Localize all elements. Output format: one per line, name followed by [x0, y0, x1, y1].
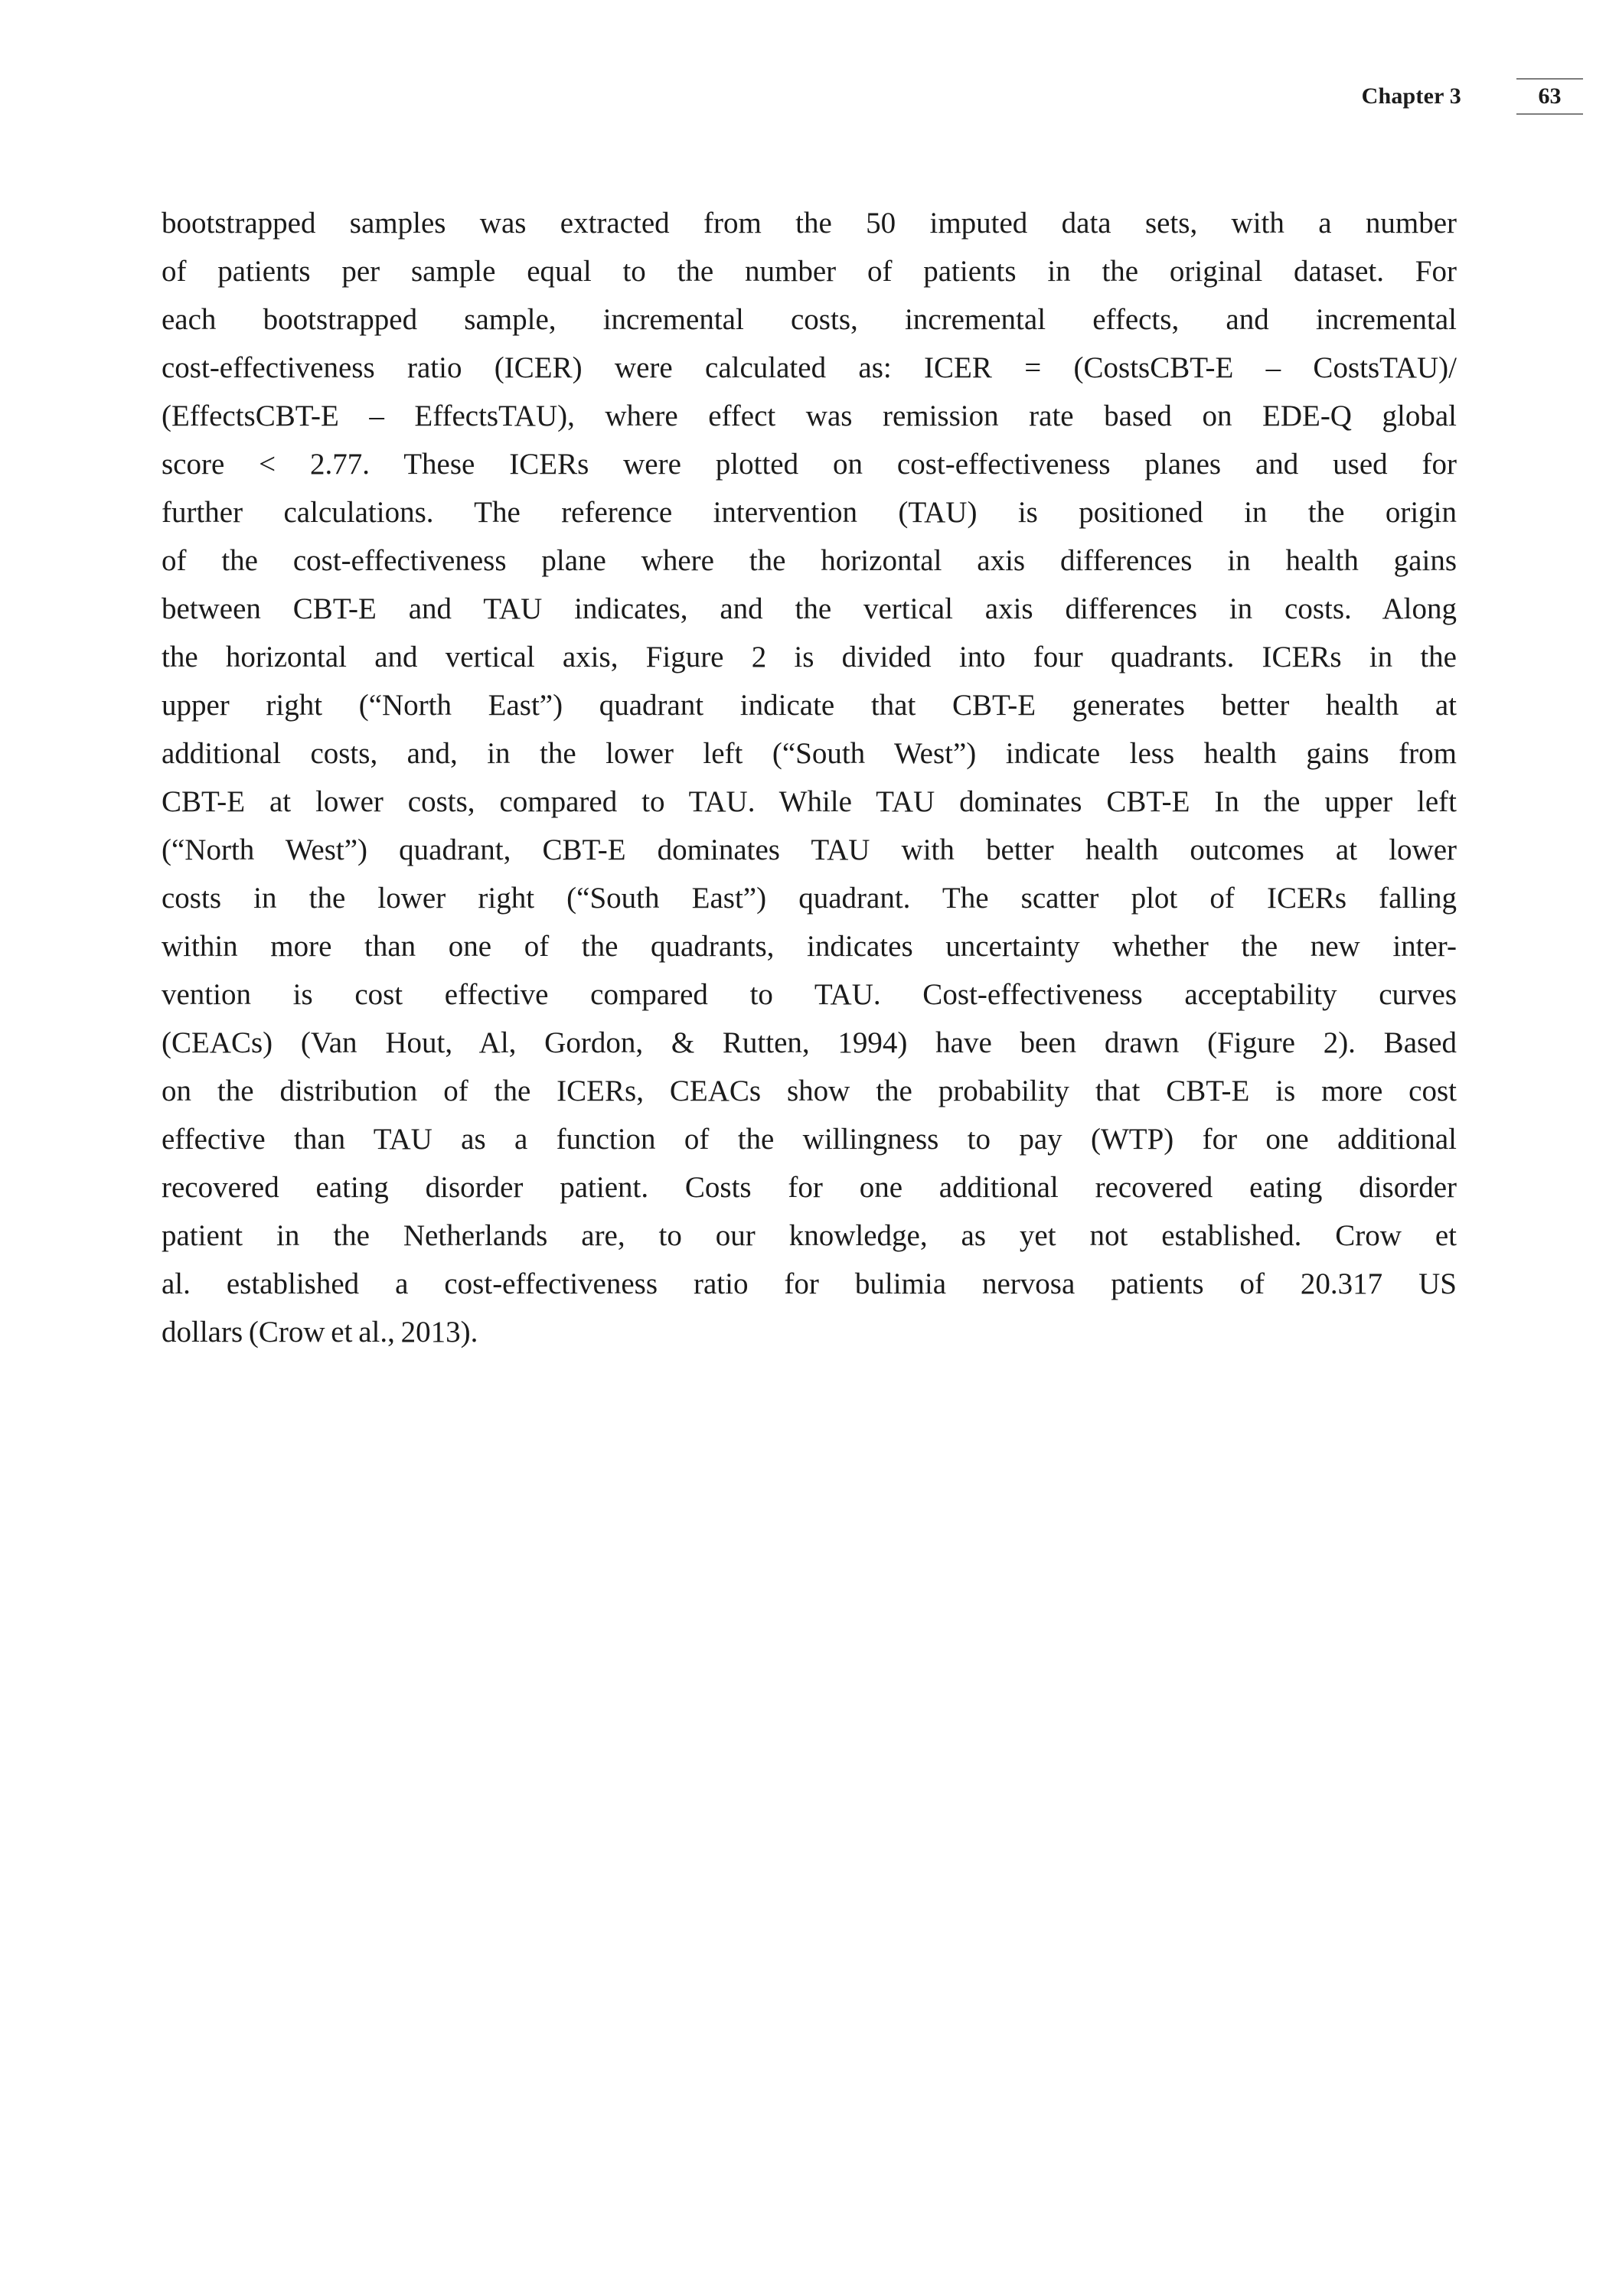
body-line: of the cost-effectiveness plane where the horizontal axis differences in health gains	[162, 544, 1457, 577]
body-line: dollars (Crow et al., 2013).	[162, 1316, 478, 1349]
body-line: patient in the Netherlands are, to our knowledge, as yet not established. Crow et	[162, 1219, 1457, 1252]
body-line: the horizontal and vertical axis, Figure 2 is divided into four quadrants. ICERs in the	[162, 641, 1457, 673]
body-line: al. established a cost-effectiveness ratio for bulimia nervosa patients of 20.317 US	[162, 1267, 1457, 1300]
body-line: within more than one of the quadrants, indicates uncertainty whether the new inter-	[162, 930, 1457, 963]
page-header	[1362, 78, 1583, 115]
body-line: each bootstrapped sample, incremental costs, incremental effects, and incremental	[162, 303, 1457, 336]
body-line: (“North West”) quadrant, CBT-E dominates TAU with better health outcomes at lower	[162, 833, 1457, 866]
body-line: of patients per sample equal to the number of patients in the original dataset. For	[162, 255, 1457, 288]
body-line: between CBT-E and TAU indicates, and the vertical axis differences in costs. Along	[162, 592, 1457, 625]
body-line: (CEACs) (Van Hout, Al, Gordon, & Rutten, 1994) have been drawn (Figure 2). Based	[162, 1026, 1457, 1059]
body-line: on the distribution of the ICERs, CEACs show the probability that CBT-E is more cost	[162, 1075, 1457, 1107]
page-number: 63	[1516, 78, 1583, 115]
body-line: bootstrapped samples was extracted from the 50 imputed data sets, with a number	[162, 207, 1457, 240]
body-paragraph	[162, 199, 1457, 1356]
body-line: cost-effectiveness ratio (ICER) were calculated as: ICER = (CostsCBT-E – CostsTAU)/	[162, 351, 1457, 384]
body-line: (EffectsCBT-E – EffectsTAU), where effect was remission rate based on EDE-Q global	[162, 400, 1457, 432]
body-line: score < 2.77. These ICERs were plotted on cost-effectiveness planes and used for	[162, 448, 1457, 481]
body-line: recovered eating disorder patient. Costs for one additional recovered eating disorder	[162, 1171, 1457, 1204]
body-line: CBT-E at lower costs, compared to TAU. While TAU dominates CBT-E In the upper left	[162, 785, 1457, 818]
body-line: costs in the lower right (“South East”) quadrant. The scatter plot of ICERs falling	[162, 882, 1457, 915]
body-line: additional costs, and, in the lower left (“South West”) indicate less health gains from	[162, 737, 1457, 770]
body-line: further calculations. The reference intervention (TAU) is positioned in the origin	[162, 496, 1457, 529]
body-line: effective than TAU as a function of the willingness to pay (WTP) for one additional	[162, 1123, 1457, 1156]
body-line: upper right (“North East”) quadrant indicate that CBT-E generates better health at	[162, 689, 1457, 722]
chapter-label: Chapter 3	[1361, 83, 1461, 109]
body-line: vention is cost effective compared to TAU. Cost-effectiveness acceptability curves	[162, 978, 1457, 1011]
